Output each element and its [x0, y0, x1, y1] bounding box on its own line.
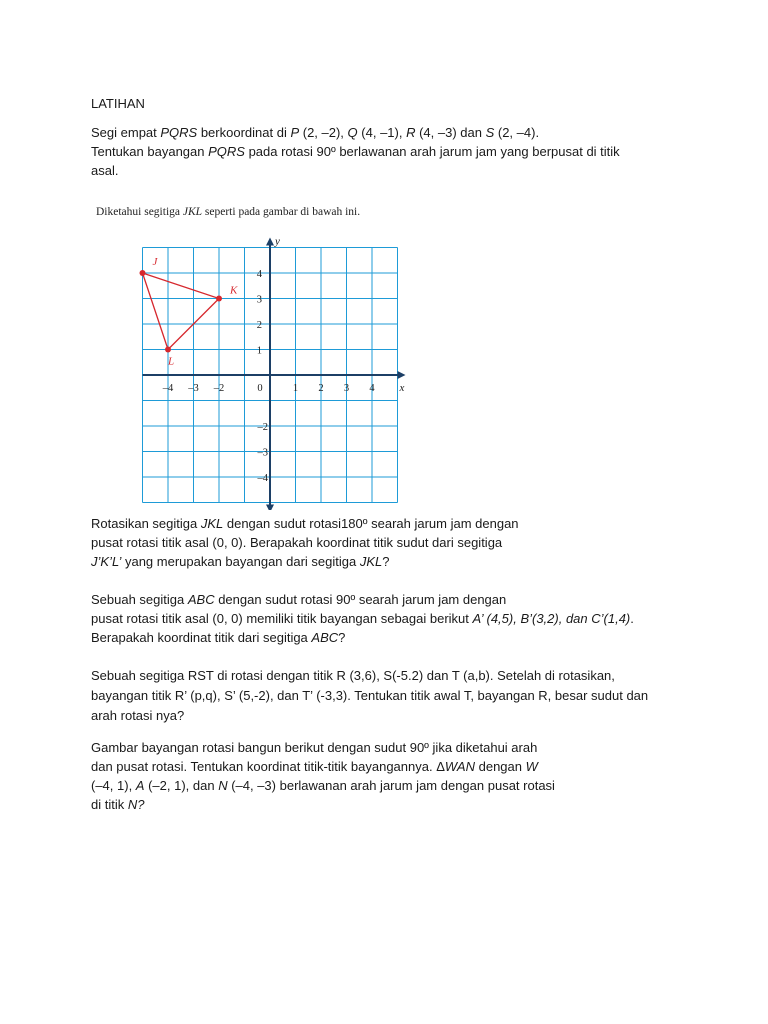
x-tick-label: –4 — [162, 383, 174, 394]
problem-4: Sebuah segitiga RST di rotasi dengan titik R (3,6), S(-5.2) dan T (a,b). Setelah di rotasikan, bayangan titik R’ (p,q), S’ (5,-2), dan T’ (-3,3). Tentukan titik awal T, bayangan R, besar sudut dan arah rotasi nya? — [91, 668, 649, 723]
y-axis-arrow-up — [266, 238, 274, 246]
y-tick-label: –4 — [257, 473, 268, 484]
y-axis-label: y — [275, 235, 280, 248]
y-tick-label: 2 — [256, 320, 262, 331]
x-tick-label: 2 — [318, 383, 324, 394]
point-label-l: L — [168, 355, 175, 368]
y-tick-label: 1 — [256, 345, 262, 357]
triangle-jkl — [143, 273, 220, 350]
figure-caption: Diketahui segitiga JKL seperti pada gambar di bawah ini. — [96, 206, 361, 218]
y-tick-label: 4 — [256, 269, 262, 280]
x-tick-label: 0 — [257, 383, 263, 394]
y-axis-arrow-down — [266, 505, 274, 511]
problem-3: Sebuah segitiga ABC dengan sudut rotasi 90º searah jarum jam dengan pusat rotasi titik asal (0, 0) memiliki titik bayangan sebagai berikut A’ (4,5), B’(3,2), dan C’(1,4). Berapakah koordinat titik dari segitiga ABC? — [91, 592, 634, 645]
x-axis-arrow — [398, 371, 406, 379]
page-title: LATIHAN — [91, 96, 145, 111]
y-tick-label: –2 — [257, 422, 268, 433]
problem-2: Rotasikan segitiga JKL dengan sudut rotasi180º searah jarum jam dengan pusat rotasi titik asal (0, 0). Berapakah koordinat titik sudut dari segitiga J’K’L’ yang merupakan bayangan dari segitiga JKL? — [91, 516, 519, 569]
point-label-k: K — [230, 284, 238, 297]
problem-1: Segi empat PQRS berkoordinat di P (2, –2), Q (4, –1), R (4, –3) dan S (2, –4). Tentukan bayangan PQRS pada rotasi 90º berlawanan arah jarum jam yang berpusat di titik asal. — [91, 125, 620, 178]
coordinate-plane-figure — [120, 230, 410, 510]
x-tick-label: 3 — [343, 383, 350, 394]
x-tick-label: –3 — [188, 383, 199, 394]
point-k — [216, 296, 222, 302]
x-tick-label: 4 — [369, 383, 375, 394]
point-l — [165, 347, 171, 353]
y-tick-label: –3 — [257, 447, 268, 459]
problem-5: Gambar bayangan rotasi bangun berikut dengan sudut 90º jika diketahui arah dan pusat rotasi. Tentukan koordinat titik-titik bayangannya. ΔWAN dengan W (–4, 1), A (–2, 1), dan N (–4, –3) berlawanan arah jarum jam dengan pusat rotasi di titik N? — [91, 740, 555, 812]
x-axis-label: x — [399, 382, 405, 394]
point-j — [140, 270, 146, 276]
x-tick-label: 1 — [292, 383, 299, 394]
y-tick-label: 3 — [256, 294, 262, 306]
x-tick-label: –2 — [213, 383, 225, 394]
point-label-j: J — [152, 256, 158, 268]
